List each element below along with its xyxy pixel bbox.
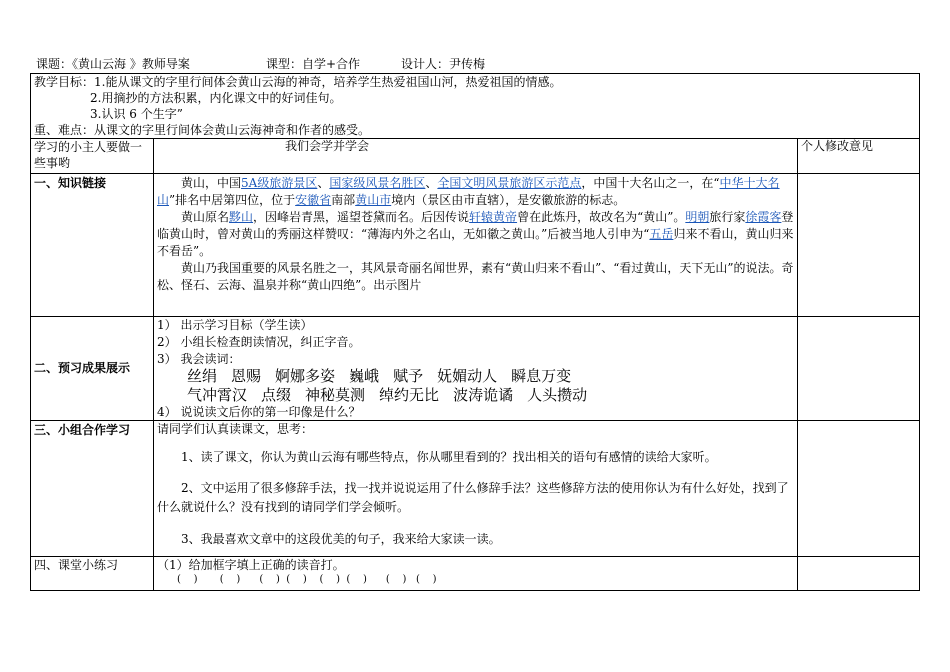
notes-cell-2[interactable]: [798, 317, 920, 421]
col-header-learn: 我们会学并学会: [285, 139, 370, 153]
knowledge-paragraph-2: 黄山原名黟山，因峰岩青黑，遥望苍黛而名。后因传说轩辕黄帝曾在此炼丹，故改名为“黄山”。明朝旅行家徐霞客登临黄山时，曾对黄山的秀丽这样赞叹：“薄海内外之名山，无如徽之黄山。”后被当地人引申为“五岳归来不看山，黄山归来不看岳”。: [157, 210, 794, 258]
teaching-goal-1: 教学目标：1.能从课文的字里行间体会黄山云海的神奇，培养学生热爱祖国山河，热爱祖国的情感。: [34, 75, 562, 89]
link-yishan[interactable]: 黟山: [229, 210, 254, 224]
link-five-peaks[interactable]: 五岳: [649, 227, 674, 241]
link-national-scenic[interactable]: 国家级风景名胜区: [329, 176, 426, 190]
group-question-1: 1、读了课文，你认为黄山云海有哪些特点，你从哪里看到的？找出相关的语句有感情的读给大家听。: [181, 450, 717, 464]
vocab-word: 赋予: [393, 367, 424, 385]
vocab-word: 婀娜多姿: [275, 367, 336, 385]
link-huangshan-city[interactable]: 黄山市: [355, 193, 392, 207]
preview-item-2: 2） 小组长检查朗读情况，纠正字音。: [157, 335, 361, 349]
notes-cell-1[interactable]: [798, 174, 920, 317]
link-ming-dynasty[interactable]: 明朝: [685, 210, 710, 224]
preview-item-1: 1） 出示学习目标（学生读）: [157, 318, 313, 332]
vocab-word: 巍峨: [349, 367, 380, 385]
group-question-3: 3、我最喜欢文章中的这段优美的句子，我来给大家读一读。: [181, 532, 501, 546]
vocab-word: 丝绢: [187, 367, 218, 385]
goals-row: [31, 74, 920, 139]
notes-cell-3[interactable]: [798, 421, 920, 557]
preview-item-3: 3） 我会读词：: [157, 352, 241, 366]
document-header: [36, 56, 485, 72]
vocab-word: 波涛诡谲: [453, 386, 514, 404]
exercise-instruction: （1）给加框字填上正确的读音打。: [157, 558, 345, 572]
col-header-notes: 个人修改意见: [798, 139, 920, 174]
group-question-2: 2、文中运用了很多修辞手法，找一找并说说运用了什么修辞手法？这些修辞方法的使用你认为有什么好处，找到了什么就说什么？没有找到的请同学们学会倾听。: [157, 481, 789, 514]
link-top-ten-mountains[interactable]: 中华十大名山: [157, 176, 780, 207]
designer-label: 设计人：尹传梅: [401, 57, 486, 71]
section-2-title: 二、预习成果展示: [34, 361, 131, 375]
vocab-word: 点缀: [261, 386, 292, 404]
section-4-title: 四、课堂小练习: [34, 558, 119, 572]
preview-item-4: 4） 说说读文后你的第一印像是什么？: [157, 405, 361, 419]
section-3-title: 三、小组合作学习: [34, 423, 131, 437]
notes-cell-4[interactable]: [798, 557, 920, 591]
knowledge-paragraph-3: 黄山乃我国重要的风景名胜之一，其风景奇丽名闻世界，素有“黄山归来不看山”、“看过黄山，天下无山”的说法。奇松、怪石、云海、温泉并称“黄山四绝”。出示图片: [157, 261, 794, 292]
section-4-row: [31, 557, 920, 591]
pinyin-blanks[interactable]: ( ) ( ) ( ) ( ) ( ) ( ) ( ) ( ): [177, 574, 437, 585]
section-1-row: [31, 174, 920, 317]
section-2-row: [31, 317, 920, 421]
group-intro: 请同学们认真读课文，思考：: [157, 422, 314, 436]
link-xuanyuan[interactable]: 轩辕黄帝: [469, 210, 518, 224]
vocab-word: 神秘莫测: [305, 386, 366, 404]
section-1-title: 一、知识链接: [34, 176, 107, 190]
teaching-goal-2: 2.用摘抄的方法积累，内化课文中的好词佳句。: [90, 91, 342, 105]
vocab-row-1: [157, 367, 794, 386]
column-header-row: [31, 139, 920, 174]
knowledge-paragraph-1: 黄山，中国5A级旅游景区、国家级风景名胜区、全国文明风景旅游区示范点，中国十大名山之一，在“中华十大名山”排名中居第四位，位于安徽省南部黄山市境内（景区由市直辖），是安徽旅游的标志。: [157, 176, 780, 207]
lesson-type-label: 课型：自学+合作: [266, 57, 361, 71]
link-5a-scenic[interactable]: 5A级旅游景区: [241, 176, 318, 190]
vocab-word: 瞬息万变: [511, 367, 572, 385]
link-xu-xiake[interactable]: 徐霞客: [745, 210, 782, 224]
key-difficulty: 重、难点：从课文的字里行间体会黄山云海神奇和作者的感受。: [34, 123, 371, 137]
col-header-tasks: 学习的小主人要做一些事哟: [31, 139, 154, 174]
vocab-word: 气冲霄汉: [187, 386, 248, 404]
link-civilized-demo[interactable]: 全国文明风景旅游区示范点: [437, 176, 582, 190]
lesson-plan-table: [30, 73, 920, 591]
vocab-word: 绰约无比: [379, 386, 440, 404]
teaching-goal-3: 3.认识 6 个生字”: [90, 107, 183, 121]
section-3-row: [31, 421, 920, 557]
vocab-word: 妩媚动人: [437, 367, 498, 385]
vocab-word: 恩赐: [231, 367, 262, 385]
topic-label: 课题：《黄山云海 》教师导案: [36, 57, 190, 71]
vocab-word: 人头攒动: [527, 386, 588, 404]
vocab-row-2: [157, 386, 794, 405]
link-anhui[interactable]: 安徽省: [295, 193, 332, 207]
